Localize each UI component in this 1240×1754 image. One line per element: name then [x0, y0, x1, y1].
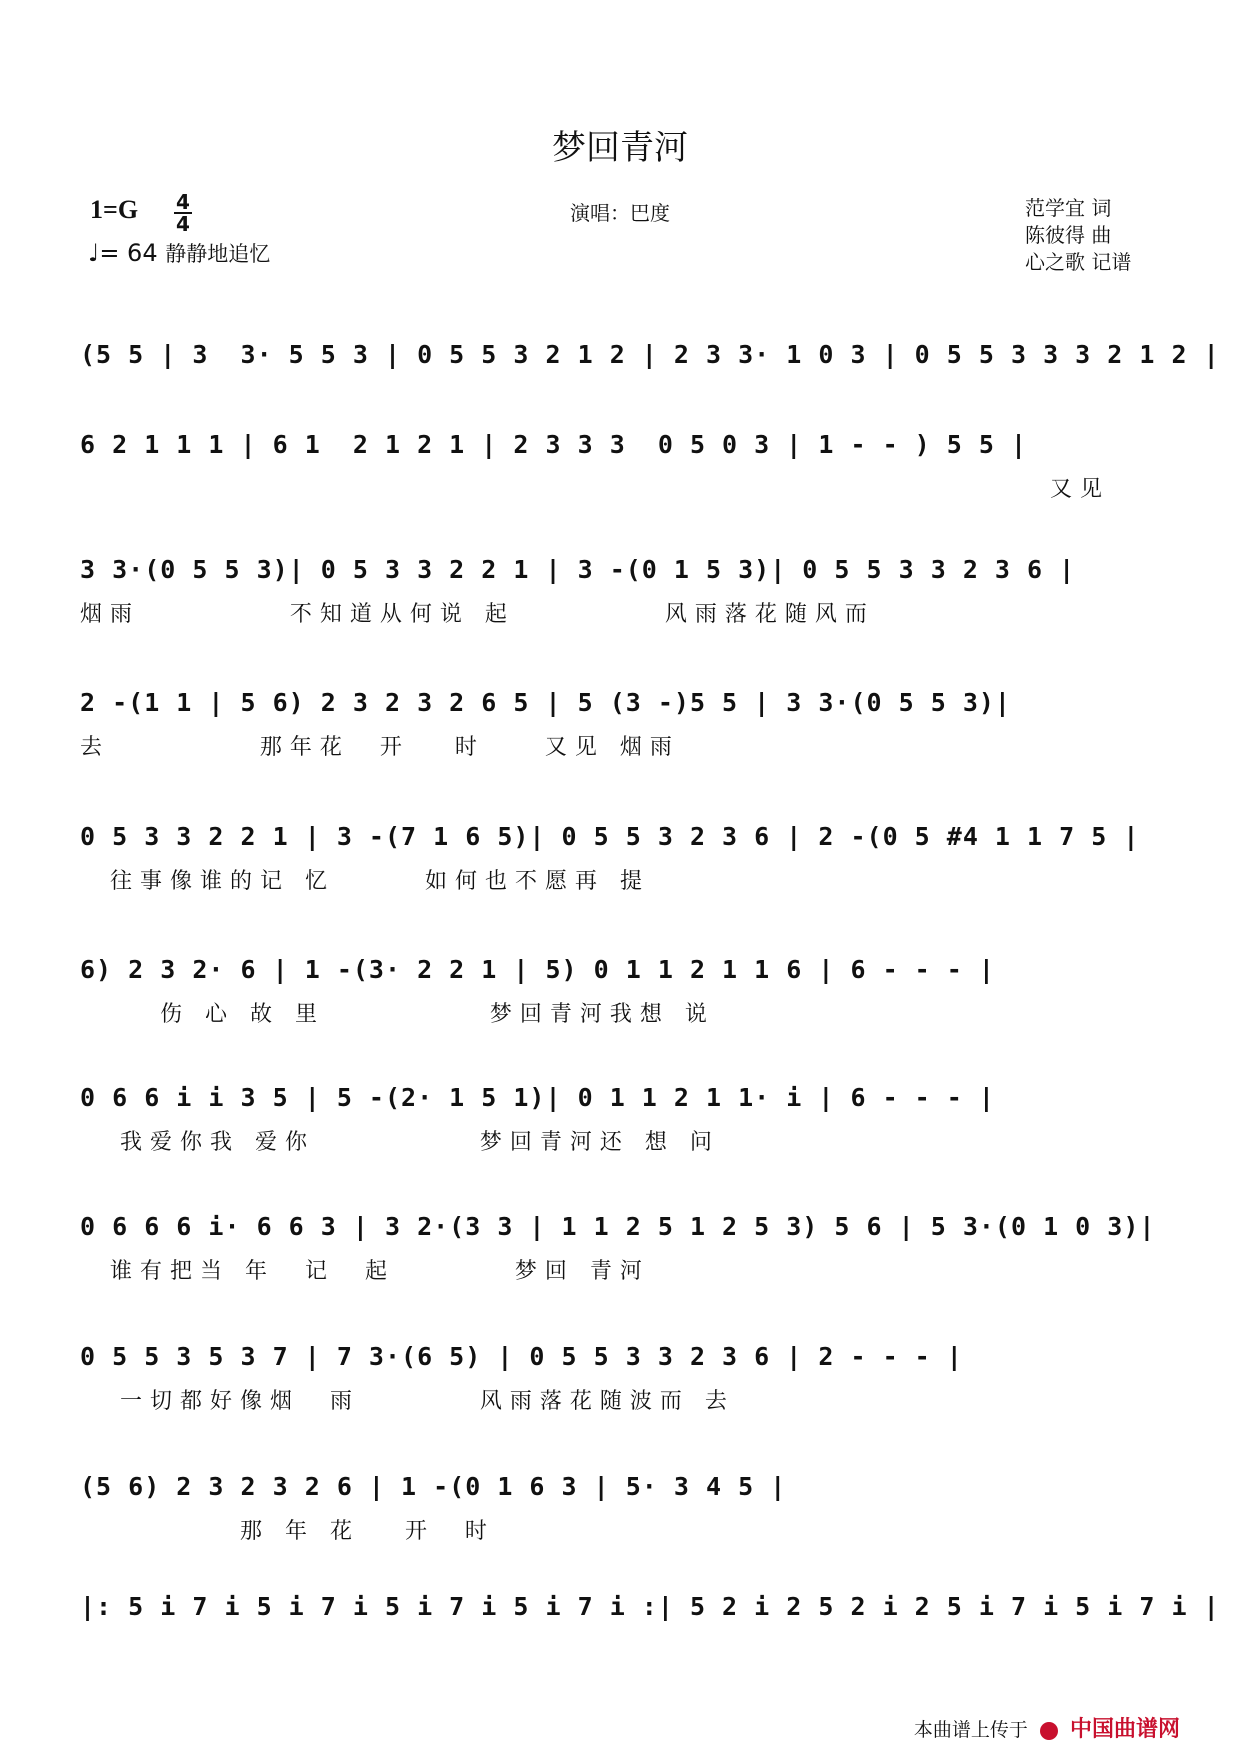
lyric-row: 谁有把当 年 记 起 梦回 青河: [110, 1259, 650, 1284]
lyricist-credit: 范学宜 词: [1025, 196, 1112, 220]
mood-marking: 静静地追忆: [165, 242, 271, 266]
lyric-row: 又见: [1050, 477, 1111, 502]
site-logo-icon: [1040, 1722, 1058, 1740]
lyric-row: [80, 382, 1160, 422]
composer-credit: 陈彼得 曲: [1025, 223, 1112, 247]
note-row: 3 3·(0 5 5 3)| 0 5 3 3 2 2 1 | 3 -(0 1 5 3)| 0 5 5 3 3 2 3 6 |: [80, 555, 1076, 584]
lyric-row: 一切都好像烟 雨 风雨落花随波而 去: [120, 1389, 735, 1414]
note-row: 0 5 5 3 5 3 7 | 7 3·(6 5) | 0 5 5 3 3 2 3 6 | 2 - - - |: [80, 1342, 963, 1371]
tempo-value: ♩= 64: [88, 239, 158, 267]
footer-text: 本曲谱上传于: [913, 1719, 1028, 1741]
note-row: 6 2 1 1 1 | 6 1 2 1 2 1 | 2 3 3 3 0 5 0 3 | 1 - - ) 5 5 |: [80, 430, 1028, 459]
note-row: 0 6 6 i i 3 5 | 5 -(2· 1 5 1)| 0 1 1 2 1 1· i | 6 - - - |: [80, 1083, 995, 1112]
tempo-marking: [88, 238, 270, 268]
lyric-row: 伤 心 故 里 梦回青河我想 说: [160, 1002, 715, 1027]
lyric-row: 烟雨 不知道从何说 起 风雨落花随风而: [80, 602, 875, 627]
time-signature-top: 4: [176, 190, 190, 214]
note-row: |: 5 i 7 i 5 i 7 i 5 i 7 i 5 i 7 i :| 5 2 i 2 5 2 i 2 5 i 7 i 5 i 7 i |: [80, 1592, 1220, 1621]
lyric-row: 那 年 花 开 时: [180, 1519, 495, 1544]
lyric-row: 我爱你我 爱你 梦回青河还 想 问: [120, 1130, 720, 1155]
transcriber-credit: 心之歌 记谱: [1025, 250, 1132, 274]
singer-credit: 演唱：巴度: [570, 201, 670, 225]
note-row: (5 6) 2 3 2 3 2 6 | 1 -(0 1 6 3 | 5· 3 4 5 |: [80, 1472, 787, 1501]
credits-block: [1025, 195, 1131, 276]
upload-footer: [914, 1712, 1180, 1743]
note-row: 0 5 3 3 2 2 1 | 3 -(7 1 6 5)| 0 5 5 3 2 3 6 | 2 -(0 5 #4 1 1 7 5 |: [80, 822, 1140, 851]
time-signature-bottom: 4: [176, 212, 190, 236]
lyric-row: 去 那年花 开 时 又见 烟雨: [80, 735, 680, 760]
note-row: 6) 2 3 2· 6 | 1 -(3· 2 2 1 | 5) 0 1 1 2 1 1 6 | 6 - - - |: [80, 955, 995, 984]
note-row: (5 5 | 3 3· 5 5 3 | 0 5 5 3 2 1 2 | 2 3 3· 1 0 3 | 0 5 5 3 3 3 2 1 2 |: [80, 340, 1220, 369]
note-row: 0 6 6 6 i· 6 6 3 | 3 2·(3 3 | 1 1 2 5 1 2 5 3) 5 6 | 5 3·(0 1 0 3)|: [80, 1212, 1156, 1241]
note-row: 2 -(1 1 | 5 6) 2 3 2 3 2 6 5 | 5 (3 -)5 5 | 3 3·(0 5 5 3)|: [80, 688, 1011, 717]
lyric-row: 往事像谁的记 忆 如何也不愿再 提: [110, 869, 650, 894]
site-brand[interactable]: 中国曲谱网: [1069, 1717, 1180, 1742]
song-title: 梦回青河: [552, 128, 688, 168]
key-signature: 1=G: [90, 195, 139, 224]
